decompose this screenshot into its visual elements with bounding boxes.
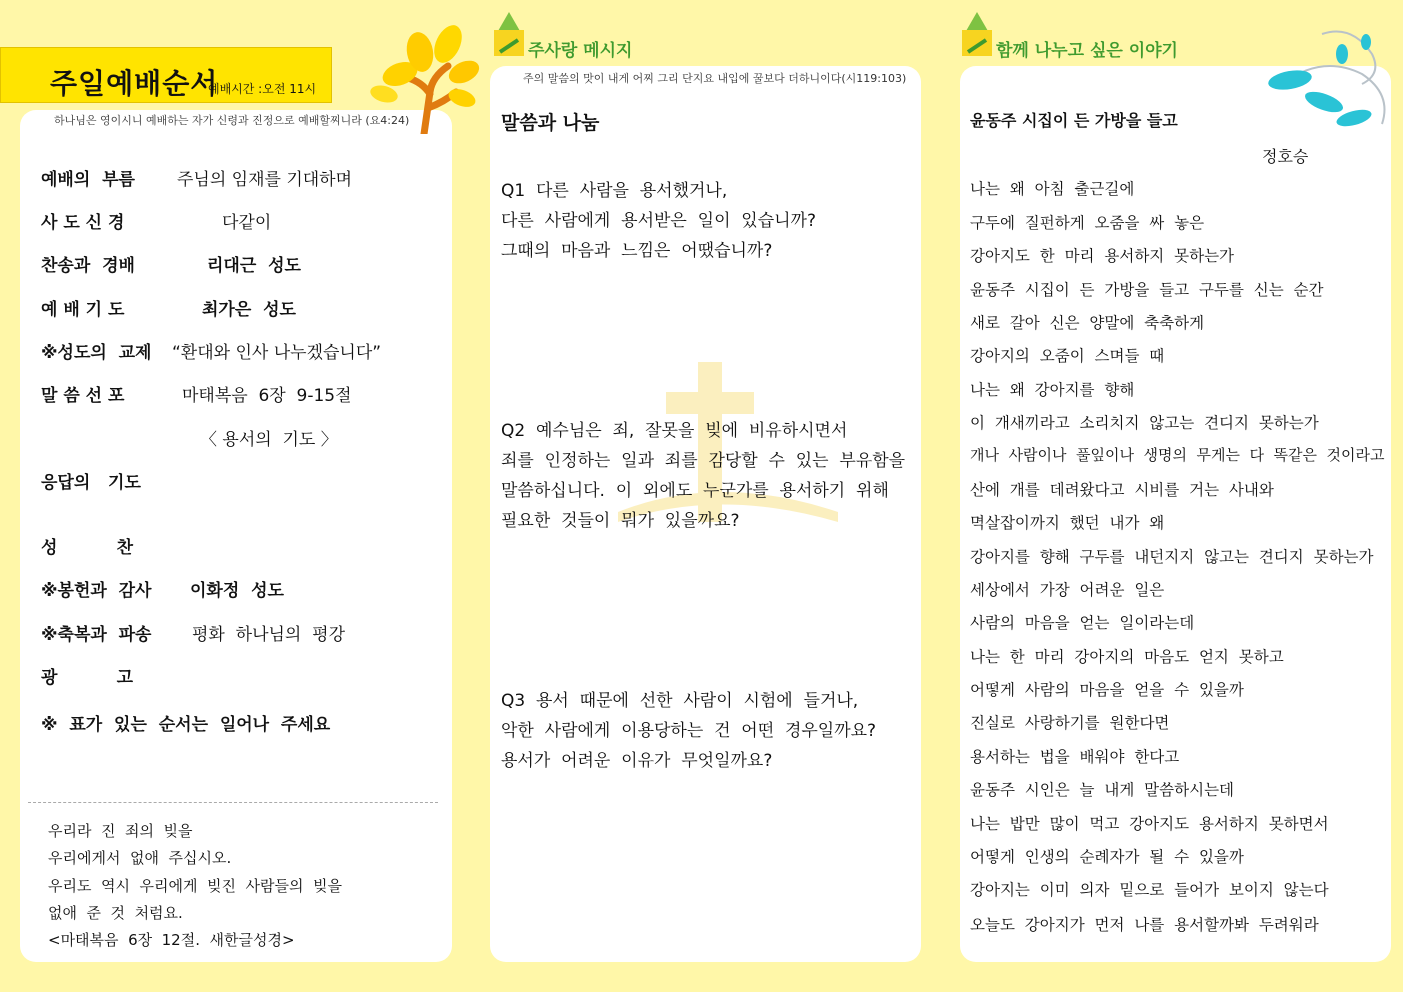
order-label: ※봉헌과 감사 (41, 581, 152, 601)
order-label: 응답의 기도 (41, 473, 141, 493)
order-value: “환대와 인사 나누겠습니다” (172, 343, 382, 363)
order-label: 예 배 기 도 (41, 300, 125, 320)
worship-time: 예배시간 :오전 11시 (208, 82, 317, 96)
question-line: 필요한 것들이 뭐가 있을까요? (501, 511, 740, 531)
poem-line: 새로 갈아 신은 양말에 축축하게 (970, 314, 1205, 332)
book-icon (492, 12, 526, 56)
poem-line: 강아지를 향해 구두를 내던지지 않고는 견디지 못하는가 (970, 548, 1374, 566)
question-line: 용서가 어려운 이유가 무엇일까요? (501, 751, 773, 771)
question-line: 다른 사람에게 용서받은 일이 있습니까? (501, 211, 817, 231)
prayer-line: 우리도 역시 우리에게 빚진 사람들의 빚을 (48, 877, 343, 895)
poem-line: 나는 왜 강아지를 향해 (970, 381, 1135, 399)
question-line: 악한 사람에게 이용당하는 건 어떤 경우일까요? (501, 721, 877, 741)
section-title: 함께 나누고 싶은 이야기 (996, 41, 1178, 61)
order-label: 예배의 부름 (41, 170, 135, 190)
poem-line: 오늘도 강아지가 먼저 나를 용서할까봐 두려워라 (970, 916, 1319, 934)
poem-line: 강아지의 오줌이 스며들 때 (970, 347, 1165, 365)
order-label: 찬송과 경배 (41, 256, 135, 276)
order-value: 이화정 성도 (190, 581, 284, 601)
poem-line: 구두에 질펀하게 오줌을 싸 놓은 (970, 214, 1205, 232)
poem-line: 나는 밥만 많이 먹고 강아지도 용서하지 못하면서 (970, 815, 1329, 833)
order-value: 다같이 (222, 213, 272, 233)
question-line: Q2 예수님은 죄, 잘못을 빚에 비유하시면서 (501, 421, 848, 441)
poem-line: 나는 한 마리 강아지의 마음도 얻지 못하고 (970, 648, 1284, 666)
poem-line: 어떻게 인생의 순례자가 될 수 있을까 (970, 848, 1244, 866)
poem-line: 윤동주 시인은 늘 내게 말씀하시는데 (970, 781, 1235, 799)
title-verse: 하나님은 영이시니 예배하는 자가 신령과 진정으로 예배할찌니라 (요4:24) (54, 114, 410, 127)
question-line: 말씀하십니다. 이 외에도 누군가를 용서하기 위해 (501, 481, 889, 501)
order-label: ※성도의 교제 (41, 343, 152, 363)
poem-line: 용서하는 법을 배워야 한다고 (970, 748, 1180, 766)
poem-line: 나는 왜 아침 출근길에 (970, 180, 1135, 198)
message-verse: 주의 말씀의 맛이 내게 어찌 그리 단지요 내입에 꿀보다 더하니이다(시119:103) (523, 72, 907, 85)
poem-line: 산에 개를 데려왔다고 시비를 거는 사내와 (970, 481, 1274, 499)
question-line: 그때의 마음과 느낌은 어땠습니까? (501, 241, 773, 261)
poem-line: 윤동주 시집이 든 가방을 들고 구두를 신는 순간 (970, 281, 1324, 299)
poem-line: 사람의 마음을 얻는 일이라는데 (970, 614, 1195, 632)
question-line: Q3 용서 때문에 선한 사람이 시험에 들거나, (501, 691, 859, 711)
order-label: 사 도 신 경 (41, 213, 125, 233)
order-value: 평화 하나님의 평강 (192, 625, 345, 645)
question-line: Q1 다른 사람을 용서했거나, (501, 181, 728, 201)
page-title: 주일예배순서 (50, 67, 219, 100)
divider (28, 802, 438, 803)
order-value: 리대근 성도 (207, 256, 301, 276)
question-line: 죄를 인정하는 일과 죄를 감당할 수 있는 부유함을 (501, 451, 906, 471)
order-label: 말 씀 선 포 (41, 386, 125, 406)
order-label: ※축복과 파송 (41, 625, 152, 645)
order-value: 주님의 임재를 기대하며 (177, 170, 353, 190)
poem-line: 개나 사람이나 풀잎이나 생명의 무게는 다 똑같은 것이라고 (970, 446, 1385, 464)
order-value: 최가은 성도 (202, 300, 296, 320)
section-title: 주사랑 메시지 (528, 41, 633, 61)
prayer-line: 우리에게서 없애 주십시오. (48, 849, 232, 867)
tree-icon (364, 22, 480, 134)
poem-line: 진실로 사랑하기를 원한다면 (970, 714, 1170, 732)
order-value: 마태복음 6장 9-15절 (182, 386, 352, 406)
poem-line: 어떻게 사람의 마음을 얻을 수 있을까 (970, 681, 1244, 699)
poem-line: 세상에서 가장 어려운 일은 (970, 581, 1165, 599)
prayer-line: <마태복음 6장 12절. 새한글성경> (48, 931, 295, 949)
poem-line: 멱살잡이까지 했던 내가 왜 (970, 514, 1165, 532)
book-icon (960, 12, 994, 56)
order-label: 성 찬 (41, 538, 134, 558)
standing-note: ※ 표가 있는 순서는 일어나 주세요 (41, 715, 331, 735)
message-heading: 말씀과 나눔 (501, 112, 600, 134)
floral-swirl-icon (1262, 14, 1402, 134)
order-subtitle: 〈 용서의 기도 〉 (200, 430, 338, 450)
poem-line: 강아지는 이미 의자 밑으로 들어가 보이지 않는다 (970, 881, 1329, 899)
order-label: 광 고 (41, 668, 134, 688)
poem-line: 강아지도 한 마리 용서하지 못하는가 (970, 247, 1235, 265)
poem-line: 이 개새끼라고 소리치지 않고는 견디지 못하는가 (970, 414, 1319, 432)
poem-author: 정호승 (1262, 147, 1309, 166)
poem-title: 윤동주 시집이 든 가방을 들고 (970, 111, 1178, 130)
prayer-line: 없애 준 것 처럼요. (48, 904, 183, 922)
prayer-line: 우리라 진 죄의 빚을 (48, 822, 193, 840)
